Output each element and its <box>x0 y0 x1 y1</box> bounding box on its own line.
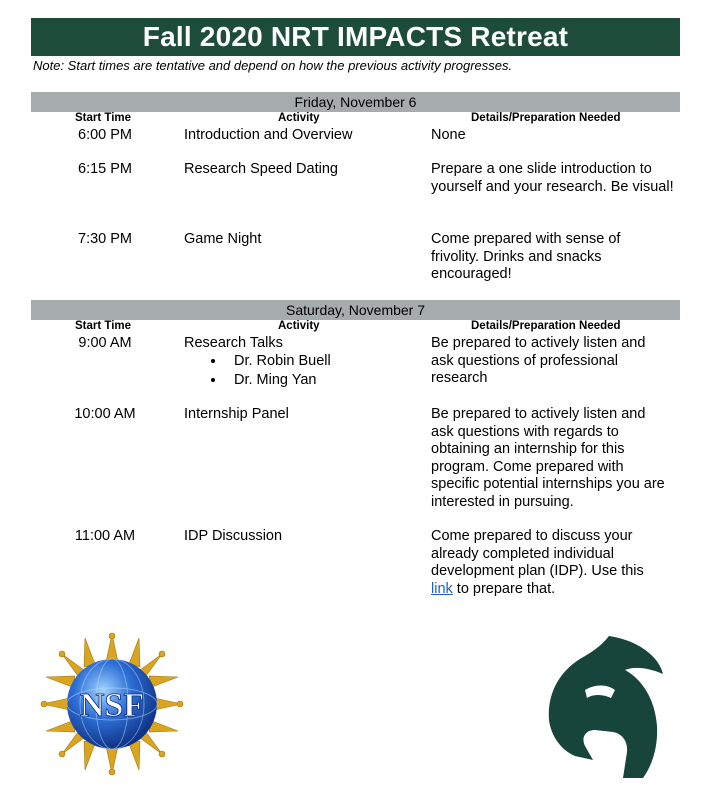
nsf-logo <box>40 632 184 776</box>
spartan-helmet-logo <box>545 634 669 780</box>
event-time: 10:00 AM <box>74 406 136 422</box>
event-time: 11:00 AM <box>74 528 136 544</box>
day-header-friday: Friday, November 6 <box>31 92 680 112</box>
speaker-item: • Dr. Robin Buell <box>226 352 331 371</box>
col-head-activity: Activity <box>278 320 320 332</box>
event-details: None <box>431 127 466 143</box>
day-header-saturday: Saturday, November 7 <box>31 300 680 320</box>
col-head-start-time: Start Time <box>75 112 132 124</box>
event-details: Be prepared to actively listen and ask questions of professional research <box>431 335 646 386</box>
event-activity: Internship Panel <box>184 406 289 422</box>
speaker-list <box>208 352 331 389</box>
schedule-note: Note: Start times are tentative and depend on how the previous activity progresses. <box>33 58 513 73</box>
event-time: 6:15 PM <box>78 161 132 177</box>
col-head-start-time: Start Time <box>75 320 132 332</box>
event-details: Be prepared to actively listen and ask questions with regards to obtaining an internship for this program. Come prepared with specific potential internships you are interested in pursuing. <box>431 406 665 510</box>
col-head-activity: Activity <box>278 112 320 124</box>
event-activity: Research Speed Dating <box>184 161 338 177</box>
col-head-details: Details/Preparation Needed <box>471 112 621 124</box>
event-activity: Research Talks <box>184 335 283 351</box>
details-text: to prepare that. <box>452 580 556 597</box>
event-time: 9:00 AM <box>78 335 132 351</box>
event-details: Prepare a one slide introduction to yourself and your research. Be visual! <box>431 161 674 195</box>
page-title: Fall 2020 NRT IMPACTS Retreat <box>31 18 680 56</box>
event-activity: IDP Discussion <box>184 528 283 544</box>
col-head-details: Details/Preparation Needed <box>471 320 621 332</box>
idp-link[interactable]: link <box>431 580 453 597</box>
event-time: 7:30 PM <box>78 231 132 247</box>
event-activity: Game Night <box>184 231 262 247</box>
speaker-item: • Dr. Ming Yan <box>226 371 331 390</box>
event-details: Come prepared with sense of frivolity. Drinks and snacks encouraged! <box>431 231 621 282</box>
details-text: Come prepared to discuss your already completed individual development plan (IDP). Use this <box>431 528 644 579</box>
nsf-logo-text: NSF <box>79 687 145 724</box>
event-activity: Introduction and Overview <box>184 127 353 143</box>
event-details <box>431 528 666 598</box>
event-time: 6:00 PM <box>78 127 132 143</box>
